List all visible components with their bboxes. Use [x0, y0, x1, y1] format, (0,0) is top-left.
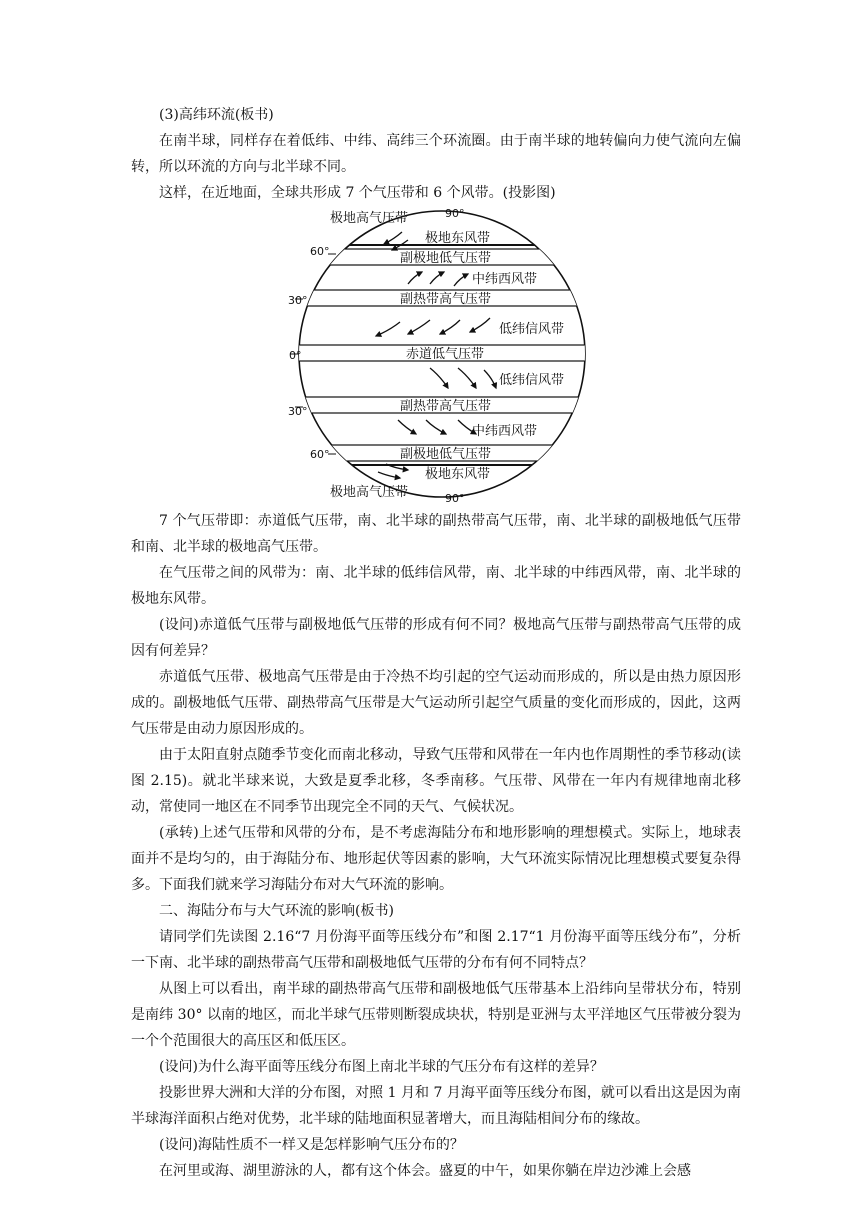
paragraph: (设问)海陆性质不一样又是怎样影响气压分布的？ [159, 1137, 464, 1153]
wind-arrow-trade-south [484, 370, 496, 388]
wind-arrow-trade-north [440, 320, 460, 334]
paragraph: 投影世界大洲和大洋的分布图，对照 1 月和 7 月海平面等压线分布图，就可以看出这是因为南半球海洋面积占绝对优势，北半球的陆地面积显著增大，而且海陆相间分布的缘故。 [131, 1085, 741, 1127]
label-westerlies-south: 中纬西风带 [472, 424, 538, 439]
wind-arrow-westerly-north [408, 272, 422, 284]
section-heading-land-sea: 二、海陆分布与大气环流的影响(板书) [159, 903, 394, 919]
label-subtropical-high-south: 副热带高气压带 [400, 399, 492, 414]
wind-arrow-trade-north [470, 318, 490, 332]
wind-arrow-trade-south [430, 368, 448, 388]
label-equatorial-low: 赤道低气压带 [406, 347, 485, 362]
label-polar-high-south: 极地高气压带 [330, 485, 409, 500]
latitude-label-n90: 90° [445, 207, 465, 220]
paragraph: 赤道低气压带、极地高气压带是由于冷热不均引起的空气运动而形成的，所以是由热力原因形成的。副极地低气压带、副热带高气压带是大气运动所引起空气质量的变化而形成的，因此，这两气压带是由动力原因形成的。 [131, 669, 741, 737]
paragraph: 这样，在近地面，全球共形成 7 个气压带和 6 个风带。(投影图) [159, 185, 556, 201]
label-polar-easterlies-south: 极地东风带 [425, 467, 491, 482]
label-westerlies-north: 中纬西风带 [472, 272, 538, 287]
paragraph: 在南半球，同样存在着低纬、中纬、高纬三个环流圈。由于南半球的地转偏向力使气流向左偏转，所以环流的方向与北半球不同。 [131, 133, 741, 175]
paragraph: (设问)赤道低气压带与副极地低气压带的形成有何不同？极地高气压带与副热带高气压带的成因有何差异？ [131, 617, 741, 659]
wind-arrow-trade-south [458, 368, 476, 388]
label-subpolar-low-south: 副极地低气压带 [400, 447, 492, 462]
label-polar-high-north: 极地高气压带 [330, 211, 409, 226]
label-polar-easterlies-north: 极地东风带 [425, 231, 491, 246]
latitude-label-equator: 0° [289, 349, 302, 362]
wind-arrow-westerly-north [454, 274, 468, 286]
latitude-label-n60: 60° [310, 245, 330, 258]
latitude-label-s60: 60° [310, 448, 330, 461]
paragraph: 由于太阳直射点随季节变化而南北移动，导致气压带和风带在一年内也作周期性的季节移动(读图 2.15)。就北半球来说，大致是夏季北移，冬季南移。气压带、风带在一年内有规律地南北移动，常使同一地区在不同季节出现完全不同的天气、气候状况。 [131, 747, 741, 815]
paragraph: 在气压带之间的风带为：南、北半球的低纬信风带，南、北半球的中纬西风带，南、北半球的极地东风带。 [131, 565, 741, 607]
label-trade-winds-south: 低纬信风带 [499, 373, 565, 388]
wind-arrow-westerly-south [426, 420, 446, 434]
wind-arrow-polar-east-south [378, 472, 400, 478]
paragraph: (设问)为什么海平面等压线分布图上南北半球的气压分布有这样的差异？ [159, 1059, 604, 1075]
section-heading-high-latitude: (3)高纬环流(板书) [159, 107, 274, 123]
latitude-label-s90: 90° [445, 492, 465, 505]
paragraph: 在河里或海、湖里游泳的人，都有这个体会。盛夏的中午，如果你躺在岸边沙滩上会感 [159, 1163, 691, 1179]
label-trade-winds-north: 低纬信风带 [499, 322, 565, 337]
pressure-wind-belt-diagram [290, 202, 600, 508]
paragraph: 从图上可以看出，南半球的副热带高气压带和副极地低气压带基本上沿纬向呈带状分布，特别是南纬 30° 以南的地区，而北半球气压带则断裂成块状，特别是亚洲与太平洋地区气压带被分裂为一个个范围很大的高压区和低压区。 [131, 981, 741, 1049]
wind-arrow-trade-north [408, 320, 430, 334]
paragraph: 7 个气压带即：赤道低气压带，南、北半球的副热带高气压带，南、北半球的副极地低气压带和南、北半球的极地高气压带。 [131, 513, 741, 555]
latitude-label-s30: 30° [288, 405, 308, 418]
latitude-label-n30: 30° [288, 294, 308, 307]
wind-arrow-polar-east-north [384, 232, 402, 244]
paragraph: 请同学们先读图 2.16“7 月份海平面等压线分布”和图 2.17“1 月份海平面等压线分布”，分析一下南、北半球的副热带高气压带和副极地低气压带的分布有何不同特点？ [131, 929, 741, 971]
label-subtropical-high-north: 副热带高气压带 [400, 292, 492, 307]
label-subpolar-low-north: 副极地低气压带 [400, 251, 492, 266]
paragraph: (承转)上述气压带和风带的分布，是不考虑海陆分布和地形影响的理想模式。实际上，地球表面并不是均匀的，由于海陆分布、地形起伏等因素的影响，大气环流实际情况比理想模式要复杂得多。下面我们就来学习海陆分布对大气环流的影响。 [131, 825, 741, 893]
wind-arrow-westerly-south [398, 420, 416, 434]
wind-arrow-trade-north [376, 322, 400, 336]
wind-arrow-westerly-north [430, 272, 444, 284]
